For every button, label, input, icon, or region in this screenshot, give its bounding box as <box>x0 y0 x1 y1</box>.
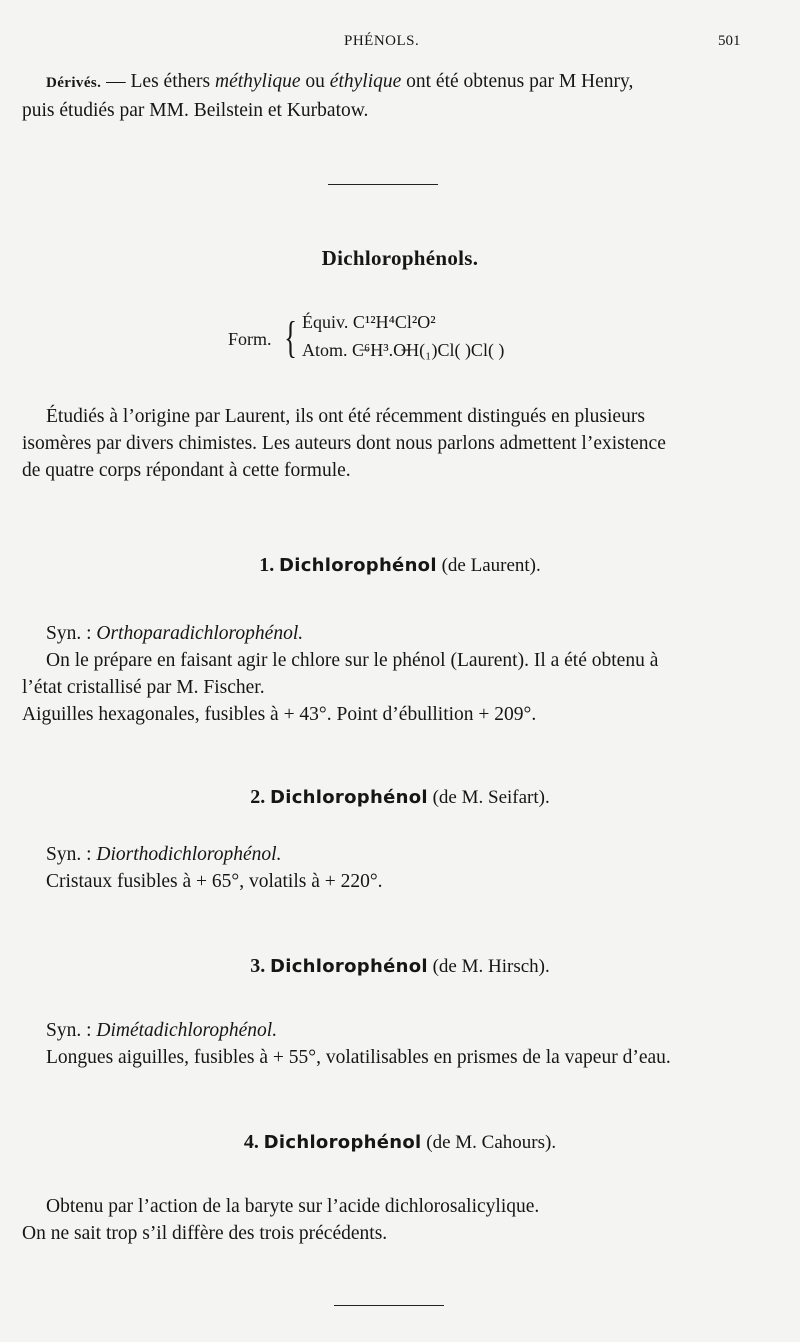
compound-2-author: (de M. Seifart). <box>432 787 550 808</box>
intro-line-3: de quatre corps répondant à cette formule. <box>22 460 351 481</box>
compound-1-line-1: On le prépare en faisant agir le chlore sur le phénol (Laurent). Il a été obtenu à <box>46 650 659 671</box>
compound-3-author: (de M. Hirsch). <box>432 956 550 977</box>
compound-1-line-2: l’état cristallisé par M. Fischer. <box>22 677 265 698</box>
compound-4-title <box>0 1131 800 1154</box>
compound-4-line-1: Obtenu par l’action de la baryte sur l’acide dichlorosalicylique. <box>46 1196 540 1217</box>
compound-1-synonym: Orthoparadichlorophénol. <box>96 623 304 644</box>
formula-brace: { <box>284 313 297 362</box>
compound-4-text <box>22 1193 752 1247</box>
derives-ethyl: éthylique <box>329 71 402 92</box>
syn-label: Syn. : <box>46 844 97 865</box>
compound-1-syn <box>22 620 752 647</box>
compound-3-text <box>22 1044 752 1071</box>
compound-1-title <box>0 554 800 577</box>
compound-3-syn <box>22 1017 752 1044</box>
compound-4-line-2: On ne sait trop s’il diffère des trois précédents. <box>22 1223 388 1244</box>
compound-3-line-1: Longues aiguilles, fusibles à + 55°, volatilisables en prismes de la vapeur d’eau. <box>46 1047 671 1068</box>
intro-line-1: Étudiés à l’origine par Laurent, ils ont été récemment distingués en plusieurs <box>46 406 645 427</box>
compound-2-synonym: Diorthodichlorophénol. <box>96 844 282 865</box>
syn-label: Syn. : <box>46 623 97 644</box>
derives-text-mid: ou <box>300 71 330 92</box>
formula-block <box>228 312 588 368</box>
compound-4-name: Dichlorophénol <box>263 1132 422 1153</box>
compound-2-name: Dichlorophénol <box>270 787 428 808</box>
derives-line2: puis étudiés par MM. Beilstein et Kurbatow. <box>22 100 369 121</box>
formula-label: Form. <box>228 329 272 349</box>
derives-paragraph <box>22 68 752 124</box>
compound-2-line-1: Cristaux fusibles à + 65°, volatils à + 220°. <box>46 871 383 892</box>
compound-1-name: Dichlorophénol <box>278 555 437 576</box>
section-divider-top <box>328 184 438 185</box>
intro-paragraph <box>22 403 752 484</box>
formula-atom: Atom. C̶⁶H³.O̶H(₁)Cl( )Cl( ) <box>302 340 505 360</box>
intro-line-2: isomères par divers chimistes. Les auteurs dont nous parlons admettent l’existence <box>22 433 666 454</box>
compound-2-title <box>0 786 800 809</box>
compound-2-syn <box>22 841 752 868</box>
compound-1-number: 1. <box>259 554 275 576</box>
section-heading: Dichlorophénols. <box>321 246 479 270</box>
compound-1-author: (de Laurent). <box>441 555 541 576</box>
section-divider-bottom <box>334 1305 444 1306</box>
derives-text-post: ont été obtenus par M Henry, <box>401 71 634 92</box>
running-head-title: PHÉNOLS. <box>344 33 420 49</box>
compound-4-author: (de M. Cahours). <box>426 1132 557 1153</box>
compound-2-number: 2. <box>250 786 266 808</box>
formula-equiv: Équiv. C¹²H⁴Cl²O² <box>302 312 436 332</box>
compound-4-number: 4. <box>243 1131 259 1153</box>
compound-3-title <box>0 955 800 978</box>
running-head <box>0 33 800 55</box>
compound-3-name: Dichlorophénol <box>270 956 428 977</box>
compound-1-line-3: Aiguilles hexagonales, fusibles à + 43°. Point d’ébullition + 209°. <box>22 704 537 725</box>
page-number: 501 <box>718 33 741 49</box>
derives-label: Dérivés. <box>46 75 102 91</box>
compound-3-number: 3. <box>250 955 266 977</box>
compound-1-text <box>22 647 752 728</box>
derives-methyl: méthylique <box>214 71 301 92</box>
derives-text-pre: — Les éthers <box>101 71 215 92</box>
compound-2-text <box>22 868 752 895</box>
compound-3-synonym: Dimétadichlorophénol. <box>96 1020 278 1041</box>
syn-label: Syn. : <box>46 1020 97 1041</box>
